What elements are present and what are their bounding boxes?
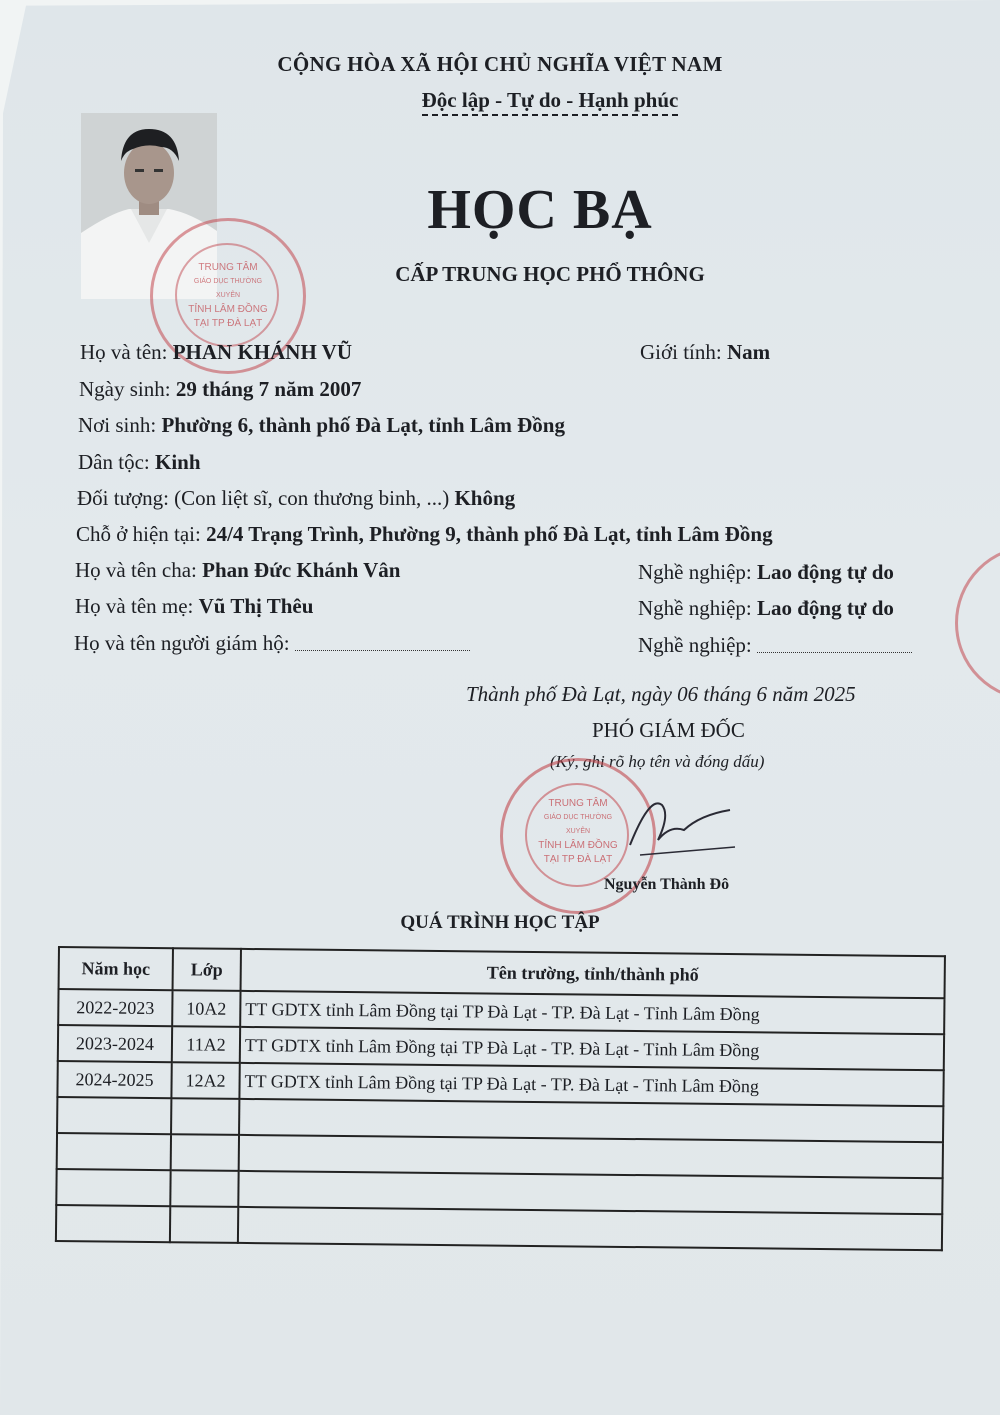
- cell-class: 10A2: [172, 990, 240, 1027]
- mother-row: [75, 594, 313, 619]
- cell-class: 11A2: [172, 1026, 240, 1063]
- stamp-line-4: TẠI TP ĐÀ LẠT: [193, 318, 263, 329]
- signer-name: Nguyễn Thành Đô: [604, 876, 730, 893]
- stamp-line-3: TỈNH LÂM ĐỒNG: [188, 304, 268, 315]
- name-label: Họ và tên:: [80, 340, 168, 364]
- cell-year: 2022-2023: [58, 989, 172, 1026]
- stamp2-line-3: TỈNH LÂM ĐỒNG: [538, 840, 618, 851]
- cell-year: 2023-2024: [58, 1025, 172, 1062]
- pob-label: Nơi sinh:: [78, 413, 157, 437]
- cell-class: [171, 1134, 239, 1171]
- stamp-line-2: GIÁO DỤC THƯỜNG XUYÊN: [193, 278, 263, 299]
- guardian-job-row: [638, 633, 912, 658]
- student-category: Không: [454, 486, 516, 510]
- guardian-blank: [295, 649, 470, 651]
- student-name: PHAN KHÁNH VŨ: [172, 340, 353, 364]
- cell-year: 2024-2025: [57, 1061, 171, 1098]
- cell-year: [56, 1205, 170, 1242]
- document-subtitle: CẤP TRUNG HỌC PHỔ THÔNG: [395, 262, 705, 286]
- stamp2-line-4: TẠI TP ĐÀ LẠT: [543, 854, 613, 865]
- guardian-job-blank: [757, 651, 912, 653]
- stamp2-line-1: TRUNG TÂM: [548, 798, 608, 809]
- gender-label: Giới tính:: [640, 340, 722, 364]
- cell-class: [170, 1206, 238, 1243]
- nation-heading: CỘNG HÒA XÃ HỘI CHỦ NGHĨA VIỆT NAM: [277, 52, 723, 76]
- header-class: Lớp: [173, 948, 241, 991]
- pob-row: [78, 413, 565, 438]
- father-job-row: [638, 560, 894, 585]
- name-row: [80, 340, 352, 365]
- dob-label: Ngày sinh:: [79, 377, 171, 401]
- stamp2-line-2: GIÁO DỤC THƯỜNG XUYÊN: [543, 814, 613, 835]
- mother-job: Lao động tự do: [756, 596, 894, 620]
- student-pob: Phường 6, thành phố Đà Lạt, tỉnh Lâm Đồng: [161, 413, 565, 437]
- ethnicity-label: Dân tộc:: [78, 450, 150, 474]
- header-year: Năm học: [59, 947, 173, 990]
- address-label: Chỗ ở hiện tại:: [76, 522, 201, 546]
- header-school: Tên trường, tỉnh/thành phố: [241, 949, 945, 998]
- gender-row: [640, 340, 770, 365]
- motto-heading: [300, 88, 800, 113]
- student-ethnicity: Kinh: [154, 450, 201, 474]
- signature-note: (Ký, ghi rõ họ tên và đóng dấu): [550, 752, 765, 771]
- study-process-table: [55, 946, 946, 1251]
- guardian-row: [74, 631, 470, 656]
- signer-position: PHÓ GIÁM ĐỐC: [592, 718, 745, 742]
- mother-name: Vũ Thị Thêu: [198, 594, 314, 618]
- father-name: Phan Đức Khánh Vân: [202, 558, 401, 582]
- father-job-label: Nghề nghiệp:: [638, 560, 752, 584]
- category-row: [77, 486, 515, 511]
- cell-year: [57, 1133, 171, 1170]
- student-address: 24/4 Trạng Trình, Phường 9, thành phố Đà Lạt, tỉnh Lâm Đồng: [206, 522, 773, 546]
- cell-school: TT GDTX tỉnh Lâm Đồng tại TP Đà Lạt - TP. Đà Lạt - Tỉnh Lâm Đồng: [240, 1027, 944, 1070]
- category-label: Đối tượng: (Con liệt sĩ, con thương binh, ...): [77, 486, 450, 510]
- cell-year: [57, 1097, 171, 1134]
- cell-year: [56, 1169, 170, 1206]
- cell-class: [170, 1170, 238, 1207]
- guardian-job-label: Nghề nghiệp:: [638, 633, 752, 657]
- cell-class: 12A2: [171, 1062, 239, 1099]
- mother-label: Họ và tên mẹ:: [75, 594, 194, 618]
- guardian-label: Họ và tên người giám hộ:: [74, 631, 290, 655]
- document-title: HỌC BẠ: [427, 179, 653, 241]
- student-dob: 29 tháng 7 năm 2007: [175, 377, 362, 401]
- address-row: [76, 522, 773, 547]
- student-gender: Nam: [726, 340, 771, 364]
- cell-school: [238, 1207, 942, 1250]
- cell-class: [171, 1098, 239, 1135]
- dob-row: [79, 377, 361, 402]
- cell-school: TT GDTX tỉnh Lâm Đồng tại TP Đà Lạt - TP. Đà Lạt - Tỉnh Lâm Đồng: [240, 991, 944, 1034]
- mother-job-row: [638, 596, 894, 621]
- ethnicity-row: [78, 450, 201, 475]
- signature-scribble: [610, 785, 750, 865]
- mother-job-label: Nghề nghiệp:: [638, 596, 752, 620]
- father-row: [75, 558, 401, 583]
- motto-text: Độc lập - Tự do - Hạnh phúc: [422, 88, 679, 116]
- stamp-line-1: TRUNG TÂM: [198, 262, 258, 273]
- father-job: Lao động tự do: [756, 560, 894, 584]
- process-title: QUÁ TRÌNH HỌC TẬP: [400, 912, 600, 933]
- place-date: Thành phố Đà Lạt, ngày 06 tháng 6 năm 2025: [466, 682, 856, 706]
- cell-school: TT GDTX tỉnh Lâm Đồng tại TP Đà Lạt - TP. Đà Lạt - Tỉnh Lâm Đồng: [239, 1063, 943, 1106]
- father-label: Họ và tên cha:: [75, 558, 197, 582]
